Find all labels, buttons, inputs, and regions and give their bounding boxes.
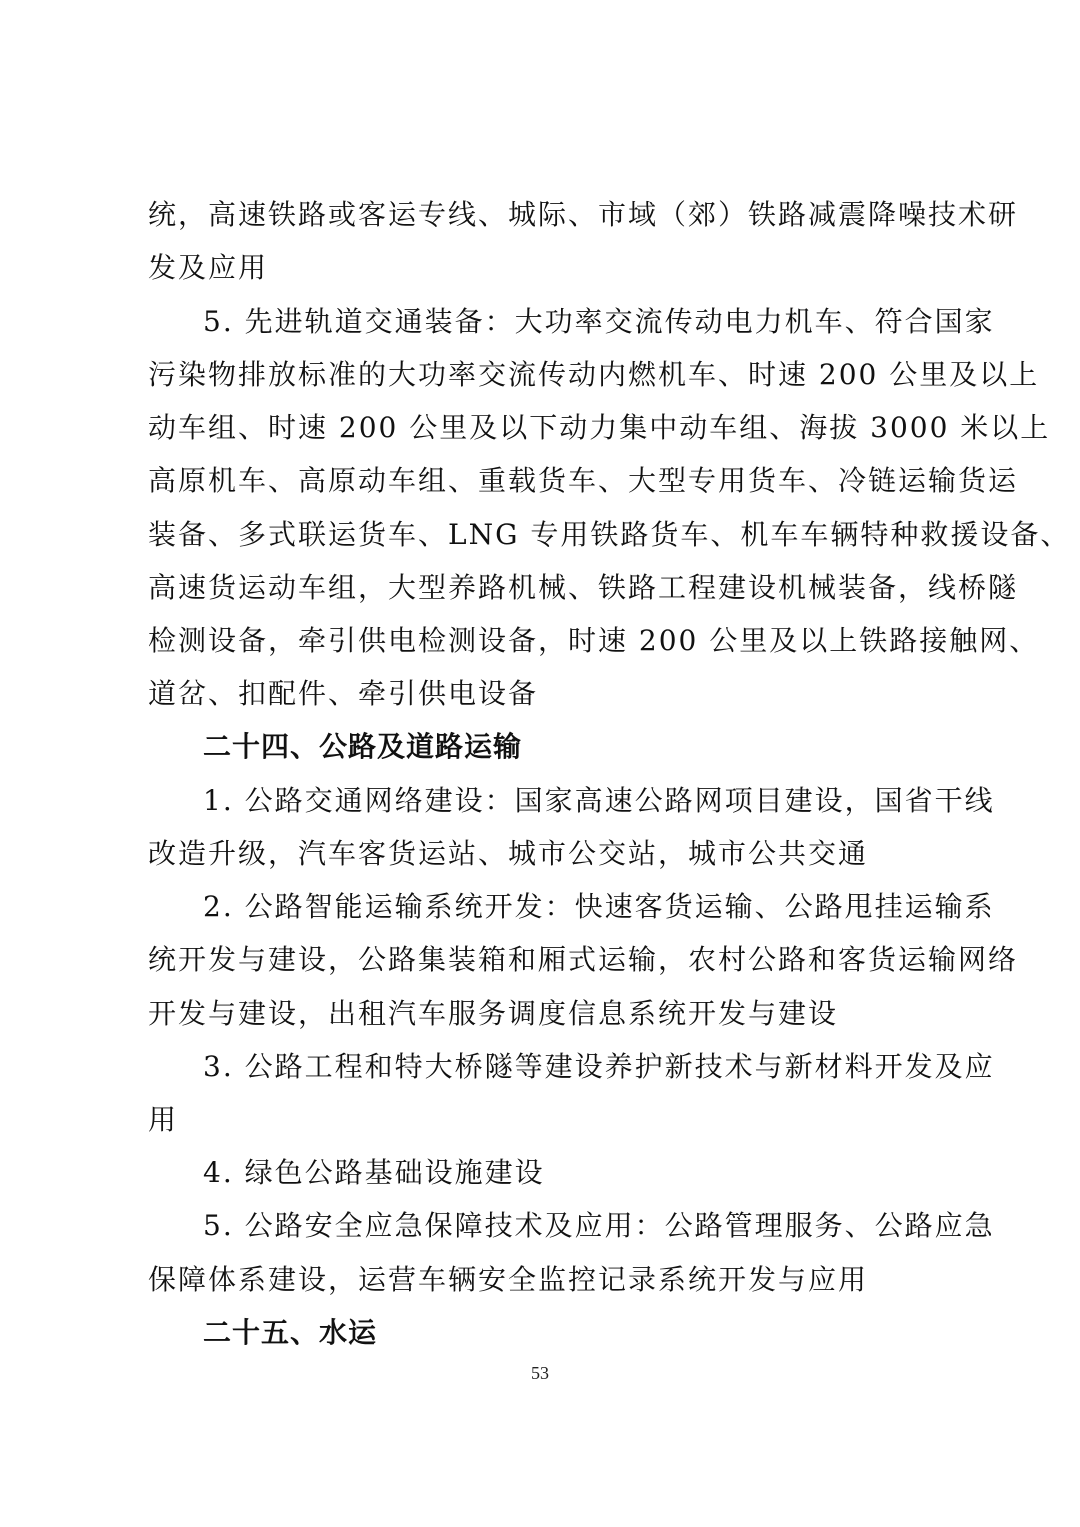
- text-line: 装备、多式联运货车、LNG 专用铁路货车、机车车辆特种救援设备、: [148, 518, 1071, 551]
- text-line: 开发与建设，出租汽车服务调度信息系统开发与建设: [148, 997, 839, 1030]
- list-item-first-line: 5. 先进轨道交通装备：大功率交流传动电力机车、符合国家: [203, 305, 995, 338]
- page-number: 53: [531, 1363, 549, 1383]
- text-line: 污染物排放标准的大功率交流传动内燃机车、时速 200 公里及以上: [148, 358, 1040, 391]
- list-item-first-line: 1. 公路交通网络建设：国家高速公路网项目建设，国省干线: [203, 784, 995, 817]
- text-line: 发及应用: [148, 251, 269, 284]
- text-line: 检测设备，牵引供电检测设备，时速 200 公里及以上铁路接触网、: [148, 624, 1040, 657]
- text-line: 保障体系建设，运营车辆安全监控记录系统开发与应用: [148, 1263, 869, 1296]
- text-line: 改造升级，汽车客货运站、城市公交站，城市公共交通: [148, 837, 869, 870]
- list-item-first-line: 2. 公路智能运输系统开发：快速客货运输、公路甩挂运输系: [203, 890, 995, 923]
- text-line: 统，高速铁路或客运专线、城际、市域（郊）铁路减震降噪技术研: [148, 198, 1019, 231]
- text-line: 高原机车、高原动车组、重载货车、大型专用货车、冷链运输货运: [148, 464, 1019, 497]
- text-line: 统开发与建设，公路集装箱和厢式运输，农村公路和客货运输网络: [148, 943, 1019, 976]
- text-line: 道岔、扣配件、牵引供电设备: [148, 677, 539, 710]
- section-heading: 二十五、水运: [203, 1316, 378, 1349]
- list-item-first-line: 3. 公路工程和特大桥隧等建设养护新技术与新材料开发及应: [203, 1050, 995, 1083]
- text-line: 用: [148, 1103, 179, 1136]
- list-item-first-line: 5. 公路安全应急保障技术及应用：公路管理服务、公路应急: [203, 1209, 995, 1242]
- list-item-first-line: 4. 绿色公路基础设施建设: [203, 1156, 545, 1189]
- text-line: 动车组、时速 200 公里及以下动力集中动车组、海拔 3000 米以上: [148, 411, 1051, 444]
- section-heading: 二十四、公路及道路运输: [203, 730, 523, 763]
- text-line: 高速货运动车组，大型养路机械、铁路工程建设机械装备，线桥隧: [148, 571, 1019, 604]
